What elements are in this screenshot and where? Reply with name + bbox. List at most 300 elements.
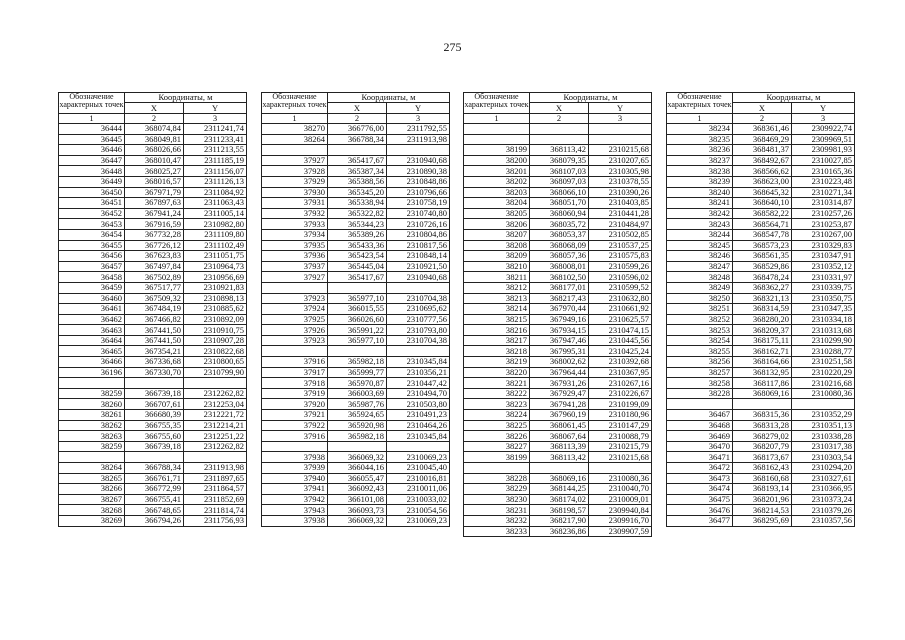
table-row [59,304,247,315]
table-row [262,431,450,442]
table-row [59,431,247,442]
y-coordinate: 2310147,29 [589,420,652,431]
y-coordinate: 2310294,20 [792,463,855,474]
point-id: 38220 [464,367,530,378]
x-coordinate: 368069,16 [530,473,589,484]
x-coordinate: 368564,71 [733,219,792,230]
point-id: 38215 [464,314,530,325]
header-y: Y [589,103,652,114]
x-coordinate: 365991,22 [328,325,387,336]
y-coordinate: 2310350,75 [792,293,855,304]
point-id: 38210 [464,261,530,272]
column-number-3: 3 [792,114,855,124]
table-row [59,124,247,135]
x-coordinate [125,452,184,463]
table-row [262,187,450,198]
point-id: 36470 [667,441,733,452]
y-coordinate: 2310625,57 [589,314,652,325]
x-coordinate: 366788,34 [328,134,387,145]
y-coordinate: 2310215,68 [589,145,652,156]
x-coordinate: 368217,90 [530,515,589,526]
header-point-designation: Обозначение характерных точек [464,93,530,114]
table-row [262,452,450,463]
x-coordinate: 368173,67 [733,452,792,463]
y-coordinate: 2310220,29 [792,367,855,378]
y-coordinate: 2310425,24 [589,346,652,357]
point-id: 38216 [464,325,530,336]
point-id: 37916 [262,431,328,442]
y-coordinate: 2310964,73 [184,261,247,272]
point-id: 38239 [667,176,733,187]
table-row [262,420,450,431]
table-row [667,484,855,495]
x-coordinate [733,399,792,410]
y-coordinate: 2310537,25 [589,240,652,251]
column-number-2: 2 [125,114,184,124]
table-row [464,293,652,304]
table-row [59,240,247,251]
point-id: 36473 [667,473,733,484]
point-id: 37924 [262,304,328,315]
table-row [59,515,247,526]
table-row [667,441,855,452]
y-coordinate: 2310215,79 [589,441,652,452]
point-id: 36451 [59,198,125,209]
column-number-2: 2 [530,114,589,124]
y-coordinate: 2310890,38 [387,166,450,177]
x-coordinate: 365970,87 [328,378,387,389]
y-coordinate: 2310313,68 [792,325,855,336]
table-row [59,166,247,177]
point-id: 38263 [59,431,125,442]
y-coordinate: 2310740,80 [387,208,450,219]
y-coordinate: 2310331,97 [792,272,855,283]
point-id [667,399,733,410]
point-id: 37938 [262,452,328,463]
table-row [667,282,855,293]
point-id: 38234 [667,124,733,135]
x-coordinate: 368280,20 [733,314,792,325]
point-id: 38229 [464,484,530,495]
header-coordinates: Координаты, м [530,93,652,103]
x-coordinate: 366093,73 [328,505,387,516]
x-coordinate: 368362,27 [733,282,792,293]
point-id: 36452 [59,208,125,219]
point-id: 36446 [59,145,125,156]
table-row [59,251,247,262]
point-id: 38259 [59,388,125,399]
point-id: 38267 [59,494,125,505]
y-coordinate: 2310303,54 [792,452,855,463]
point-id [262,145,328,156]
table-row [464,272,652,283]
point-id: 38208 [464,240,530,251]
x-coordinate: 368547,78 [733,229,792,240]
column-number-1: 1 [59,114,125,124]
y-coordinate: 2310599,52 [589,282,652,293]
point-id [59,452,125,463]
y-coordinate: 2311109,80 [184,229,247,240]
point-id: 38213 [464,293,530,304]
point-id: 37921 [262,410,328,421]
x-coordinate: 368144,25 [530,484,589,495]
point-id [464,124,530,135]
header-x: X [125,103,184,114]
table-row [667,134,855,145]
header-coordinates: Координаты, м [125,93,247,103]
blank-row [262,346,450,357]
x-coordinate: 366680,39 [125,410,184,421]
table-row [262,367,450,378]
coordinates-tables [58,92,858,592]
y-coordinate: 2310016,81 [387,473,450,484]
y-coordinate: 2310494,70 [387,388,450,399]
column-number-3: 3 [589,114,652,124]
table-row [667,335,855,346]
point-id: 38268 [59,505,125,516]
y-coordinate: 2310921,50 [387,261,450,272]
y-coordinate: 2310329,83 [792,240,855,251]
table-row [464,166,652,177]
x-coordinate: 368478,24 [733,272,792,283]
y-coordinate: 2310379,26 [792,505,855,516]
x-coordinate: 367509,32 [125,293,184,304]
y-coordinate: 2310907,28 [184,335,247,346]
table-row [667,176,855,187]
blank-row [59,452,247,463]
x-coordinate: 368492,67 [733,155,792,166]
x-coordinate: 368162,71 [733,346,792,357]
point-id: 38244 [667,229,733,240]
table-row [59,399,247,410]
x-coordinate: 365433,36 [328,240,387,251]
table-row [667,251,855,262]
table-row [262,314,450,325]
table-row [464,176,652,187]
x-coordinate: 365999,77 [328,367,387,378]
table-row [464,325,652,336]
x-coordinate: 366044,16 [328,463,387,474]
y-coordinate: 2309907,59 [589,526,652,537]
x-coordinate: 365322,82 [328,208,387,219]
point-id: 36453 [59,219,125,230]
x-coordinate: 366788,34 [125,463,184,474]
x-coordinate: 368097,03 [530,176,589,187]
y-coordinate: 2310704,38 [387,293,450,304]
point-id: 38248 [667,272,733,283]
x-coordinate: 367726,12 [125,240,184,251]
point-id: 36459 [59,282,125,293]
point-id: 38200 [464,155,530,166]
point-id: 38201 [464,166,530,177]
x-coordinate: 367941,28 [530,399,589,410]
x-coordinate: 368623,00 [733,176,792,187]
table-row [667,420,855,431]
x-coordinate: 368016,57 [125,176,184,187]
y-coordinate: 2311005,14 [184,208,247,219]
point-id: 38199 [464,452,530,463]
x-coordinate [328,441,387,452]
x-coordinate: 368069,16 [733,388,792,399]
x-coordinate: 365423,54 [328,251,387,262]
x-coordinate: 365445,04 [328,261,387,272]
x-coordinate [530,463,589,474]
point-id: 37937 [262,261,328,272]
table-row [464,145,652,156]
page-number: 275 [443,40,462,54]
y-coordinate: 2311156,07 [184,166,247,177]
table-row [262,410,450,421]
y-coordinate: 2312253,04 [184,399,247,410]
y-coordinate [387,282,450,293]
x-coordinate: 367929,47 [530,388,589,399]
table-row [262,378,450,389]
table-row [667,166,855,177]
point-id: 38251 [667,304,733,315]
header-point-designation: Обозначение характерных точек [667,93,733,114]
table-row [464,155,652,166]
table-row [667,325,855,336]
table-row [464,251,652,262]
x-coordinate: 367949,16 [530,314,589,325]
x-coordinate: 368174,02 [530,494,589,505]
y-coordinate: 2310848,86 [387,176,450,187]
x-coordinate: 368025,27 [125,166,184,177]
table-row [262,134,450,145]
x-coordinate: 366755,60 [125,431,184,442]
y-coordinate: 2310253,87 [792,219,855,230]
table-row [59,367,247,378]
table-row [59,463,247,474]
x-coordinate: 368645,32 [733,187,792,198]
y-coordinate: 2309916,70 [589,515,652,526]
point-id: 38233 [464,526,530,537]
y-coordinate: 2310339,75 [792,282,855,293]
point-id: 38205 [464,208,530,219]
x-coordinate: 368079,35 [530,155,589,166]
blank-row [464,134,652,145]
y-coordinate: 2310447,42 [387,378,450,389]
x-coordinate: 366755,41 [125,494,184,505]
table-row [262,357,450,368]
y-coordinate: 2310575,83 [589,251,652,262]
table-row [464,420,652,431]
point-id: 38264 [262,134,328,145]
table-row [262,240,450,251]
x-coordinate: 368582,22 [733,208,792,219]
header-y: Y [387,103,450,114]
x-coordinate: 366069,32 [328,515,387,526]
y-coordinate: 2310271,34 [792,187,855,198]
x-coordinate: 367466,82 [125,314,184,325]
header-point-designation: Обозначение характерных точек [59,93,125,114]
point-id: 37942 [262,494,328,505]
y-coordinate: 2310758,19 [387,198,450,209]
y-coordinate: 2310632,80 [589,293,652,304]
table-row [59,219,247,230]
table-row [59,441,247,452]
y-coordinate: 2310892,09 [184,314,247,325]
x-coordinate: 366772,99 [125,484,184,495]
x-coordinate: 367970,44 [530,304,589,315]
y-coordinate: 2310288,77 [792,346,855,357]
point-id: 38264 [59,463,125,474]
x-coordinate [328,346,387,357]
point-id: 37941 [262,484,328,495]
point-id: 36465 [59,346,125,357]
point-id: 38261 [59,410,125,421]
blank-row [464,124,652,135]
table-row [262,463,450,474]
table-row [262,388,450,399]
point-id: 38254 [667,335,733,346]
y-coordinate: 2310503,80 [387,399,450,410]
table-row [464,399,652,410]
point-id: 36461 [59,304,125,315]
header-x: X [328,103,387,114]
point-id: 36457 [59,261,125,272]
y-coordinate: 2310033,02 [387,494,450,505]
point-id: 38235 [667,134,733,145]
y-coordinate: 2311084,92 [184,187,247,198]
point-id: 36463 [59,325,125,336]
point-id: 37923 [262,293,328,304]
y-coordinate: 2310982,80 [184,219,247,230]
point-id: 38218 [464,346,530,357]
y-coordinate: 2310045,40 [387,463,450,474]
x-coordinate: 365920,98 [328,420,387,431]
x-coordinate: 368236,86 [530,526,589,537]
point-id: 36476 [667,505,733,516]
table-row [667,463,855,474]
blank-row [262,441,450,452]
y-coordinate: 2310799,90 [184,367,247,378]
y-coordinate: 2310054,56 [387,505,450,516]
y-coordinate: 2310491,23 [387,410,450,421]
x-coordinate: 368113,39 [530,441,589,452]
point-id: 36449 [59,176,125,187]
point-id: 36460 [59,293,125,304]
table-row [262,155,450,166]
point-id: 38223 [464,399,530,410]
x-coordinate: 368175,11 [733,335,792,346]
x-coordinate: 367484,19 [125,304,184,315]
point-id: 38207 [464,229,530,240]
y-coordinate: 2310351,13 [792,420,855,431]
x-coordinate: 368066,10 [530,187,589,198]
header-point-designation: Обозначение характерных точек [262,93,328,114]
x-coordinate: 366055,47 [328,473,387,484]
point-id: 37930 [262,187,328,198]
y-coordinate: 2310804,86 [387,229,450,240]
y-coordinate: 2310305,98 [589,166,652,177]
x-coordinate [328,145,387,156]
point-id: 36448 [59,166,125,177]
point-id: 38249 [667,282,733,293]
x-coordinate: 365344,23 [328,219,387,230]
table-row [59,229,247,240]
point-id: 38211 [464,272,530,283]
table-row [59,357,247,368]
y-coordinate: 2310251,58 [792,357,855,368]
table-row [464,526,652,537]
point-id: 38260 [59,399,125,410]
x-coordinate: 368102,50 [530,272,589,283]
x-coordinate: 366015,55 [328,304,387,315]
y-coordinate: 2312251,22 [184,431,247,442]
y-coordinate: 2311913,98 [387,134,450,145]
table-row [59,325,247,336]
y-coordinate: 2310317,38 [792,441,855,452]
table-row [59,145,247,156]
x-coordinate: 368201,96 [733,494,792,505]
x-coordinate: 367517,77 [125,282,184,293]
point-id: 38214 [464,304,530,315]
point-id: 38232 [464,515,530,526]
x-coordinate: 368117,86 [733,378,792,389]
table-row [667,208,855,219]
point-id: 36469 [667,431,733,442]
x-coordinate: 368177,01 [530,282,589,293]
y-coordinate: 2310796,66 [387,187,450,198]
point-id: 38203 [464,187,530,198]
table-row [262,272,450,283]
y-coordinate: 2310226,67 [589,388,652,399]
x-coordinate: 366794,26 [125,515,184,526]
point-id: 38230 [464,494,530,505]
x-coordinate: 365977,10 [328,293,387,304]
coordinates-table-1 [58,92,247,527]
point-id: 37925 [262,314,328,325]
table-row [464,240,652,251]
y-coordinate: 2310661,92 [589,304,652,315]
x-coordinate: 367330,70 [125,367,184,378]
table-row [59,293,247,304]
x-coordinate: 368113,42 [530,452,589,463]
x-coordinate: 367336,68 [125,357,184,368]
point-id: 36466 [59,357,125,368]
point-id: 38238 [667,166,733,177]
table-row [262,515,450,526]
point-id: 36196 [59,367,125,378]
y-coordinate: 2310940,68 [387,155,450,166]
y-coordinate [387,145,450,156]
point-id: 38266 [59,484,125,495]
table-row [262,198,450,209]
y-coordinate: 2309940,84 [589,505,652,516]
coordinates-table-2 [261,92,450,527]
table-row [59,282,247,293]
point-id: 37927 [262,155,328,166]
point-id: 36450 [59,187,125,198]
point-id: 37926 [262,325,328,336]
blank-row [262,145,450,156]
x-coordinate: 368068,09 [530,240,589,251]
y-coordinate: 2309981,93 [792,145,855,156]
table-row [667,219,855,230]
y-coordinate: 2310352,29 [792,410,855,421]
table-row [667,505,855,516]
point-id: 36444 [59,124,125,135]
x-coordinate: 367964,44 [530,367,589,378]
table-row [262,325,450,336]
x-coordinate: 368026,66 [125,145,184,156]
y-coordinate: 2310956,69 [184,272,247,283]
x-coordinate: 368561,35 [733,251,792,262]
y-coordinate: 2310484,97 [589,219,652,230]
x-coordinate: 366755,35 [125,420,184,431]
y-coordinate: 2310216,68 [792,378,855,389]
